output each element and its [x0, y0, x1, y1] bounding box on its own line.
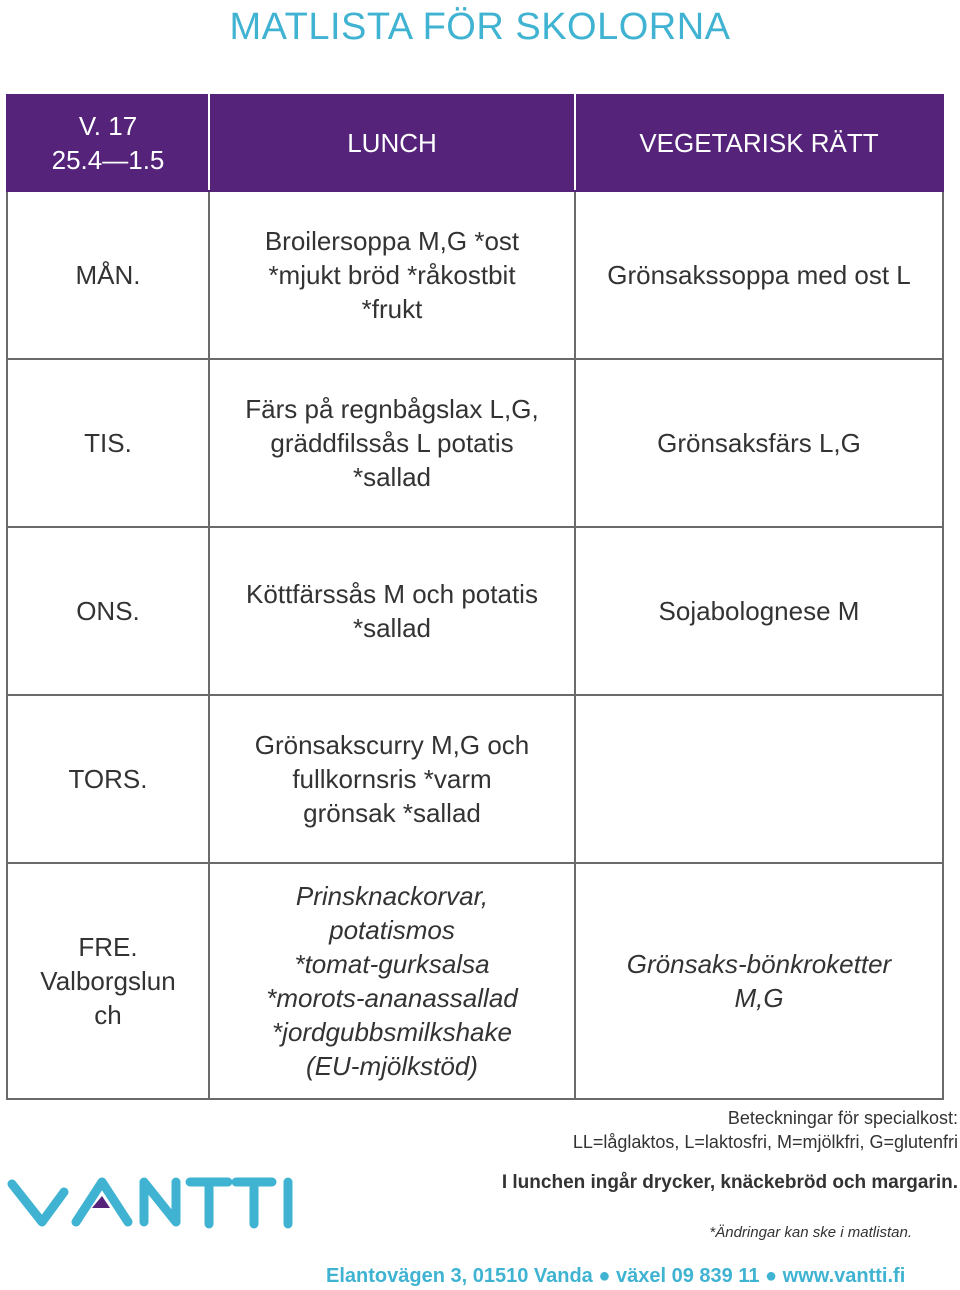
day-cell: ONS. — [7, 527, 209, 695]
lunch-line: potatismos — [329, 915, 455, 945]
lunch-line: Färs på regnbågslax L,G, — [245, 394, 539, 424]
lunch-line: *morots-ananassallad — [266, 983, 518, 1013]
lunch-cell — [209, 191, 575, 359]
vantti-logo — [6, 1168, 296, 1234]
week-header — [7, 95, 209, 191]
menu-table — [6, 94, 944, 1100]
day-label: FRE. — [78, 932, 138, 962]
lunch-line: fullkornsris *varm — [292, 764, 492, 794]
lunch-line: *jordgubbsmilkshake — [272, 1017, 512, 1047]
lunch-cell — [209, 527, 575, 695]
table-row — [7, 527, 943, 695]
vegetarian-cell: Sojabolognese M — [575, 527, 943, 695]
lunch-line: *mjukt bröd *råkostbit — [268, 260, 516, 290]
week-number: V. 17 — [78, 111, 138, 141]
day-cell: TORS. — [7, 695, 209, 863]
veg-line: M,G — [734, 983, 784, 1013]
lunch-line: *sallad — [352, 462, 432, 492]
lunch-line: *sallad — [352, 613, 432, 643]
lunch-line: *tomat-gurksalsa — [294, 949, 490, 979]
lunch-line: Broilersoppa M,G *ost — [264, 226, 520, 256]
table-row — [7, 863, 943, 1099]
lunch-line: Köttfärssås M och potatis — [246, 579, 538, 609]
day-cell: MÅN. — [7, 191, 209, 359]
table-row — [7, 695, 943, 863]
week-dates: 25.4—1.5 — [51, 145, 165, 175]
diet-notes-heading: Beteckningar för specialkost: — [727, 1108, 958, 1128]
lunch-line: grönsak *sallad — [303, 798, 481, 828]
lunch-line: gräddfilssås L potatis — [270, 428, 514, 458]
day-sub-line: Valborgslun — [40, 966, 176, 996]
day-cell — [7, 863, 209, 1099]
table-header-row — [7, 95, 943, 191]
day-sub-line: ch — [94, 1000, 122, 1030]
vegetarian-cell: Grönsaksfärs L,G — [575, 359, 943, 527]
diet-notes-legend: LL=låglaktos, L=laktosfri, M=mjölkfri, G=glutenfri — [572, 1132, 958, 1152]
vegetarian-cell: Grönsakssoppa med ost L — [575, 191, 943, 359]
vegetarian-cell — [575, 863, 943, 1099]
vegetarian-header: VEGETARISK RÄTT — [575, 95, 943, 191]
lunch-header: LUNCH — [209, 95, 575, 191]
lunch-cell — [209, 359, 575, 527]
lunch-line: *frukt — [361, 294, 423, 324]
lunch-cell — [209, 863, 575, 1099]
changes-note: *Ändringar kan ske i matlistan. — [709, 1224, 912, 1241]
vantti-logo-mark — [6, 1168, 296, 1234]
day-cell: TIS. — [7, 359, 209, 527]
table-row — [7, 191, 943, 359]
veg-line: Grönsaks-bönkroketter — [626, 949, 892, 979]
footer-contact: Elantovägen 3, 01510 Vanda ● växel 09 839 11 ● www.vantti.fi — [326, 1265, 906, 1287]
lunch-cell — [209, 695, 575, 863]
lunch-line: (EU-mjölkstöd) — [306, 1051, 478, 1081]
table-row — [7, 359, 943, 527]
vegetarian-cell — [575, 695, 943, 863]
lunch-line: Prinsknackorvar, — [295, 881, 489, 911]
diet-notes — [573, 1106, 958, 1154]
drinks-note: I lunchen ingår drycker, knäckebröd och margarin. — [501, 1172, 958, 1193]
lunch-line: Grönsakscurry M,G och — [254, 730, 530, 760]
page-title: MATLISTA FÖR SKOLORNA — [229, 6, 731, 48]
